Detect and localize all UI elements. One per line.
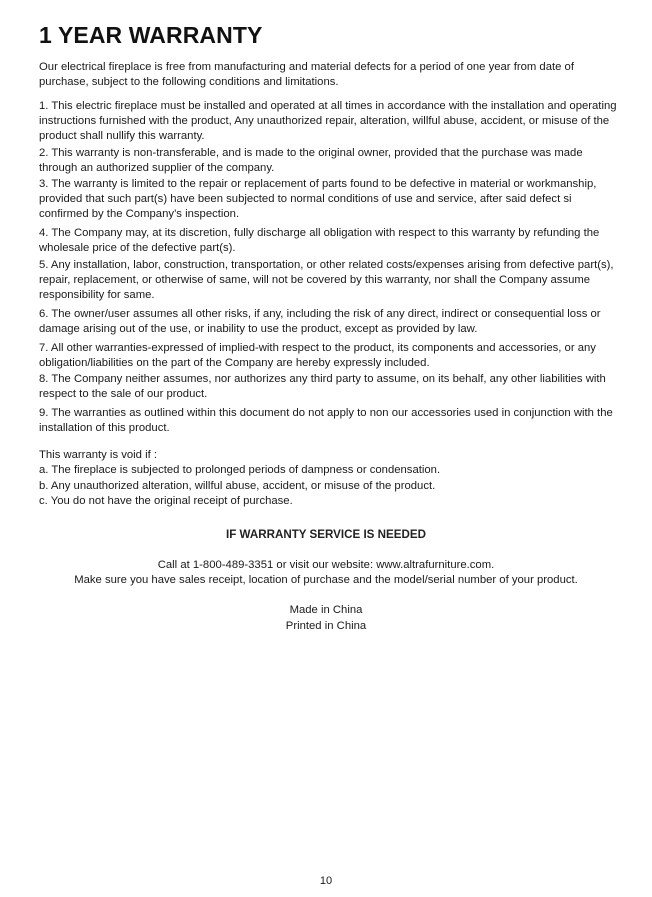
condition-item: 7. All other warranties-expressed of implied-with respect to the product, its components and accessories, or any obligation/liabilities on the part of the Company are hereby expressly included. (39, 341, 596, 369)
warranty-conditions-list (39, 99, 619, 438)
condition-item: 2. This warranty is non-transferable, and is made to the original owner, provided that the purchase was made through an authorized supplier of the company. (39, 146, 583, 174)
void-intro: This warranty is void if : (39, 449, 158, 461)
service-heading: IF WARRANTY SERVICE IS NEEDED (226, 528, 426, 541)
page-title: 1 YEAR WARRANTY (39, 22, 263, 48)
void-item: a. The fireplace is subjected to prolonged periods of dampness or condensation. (39, 464, 441, 477)
contact-receipt-line: Make sure you have sales receipt, location of purchase and the model/serial number of your product. (74, 574, 578, 586)
made-in: Made in China (289, 604, 363, 616)
condition-item: 3. The warranty is limited to the repair or replacement of parts found to be defective in material or workmanship, provided that such part(s) have been subjected to normal conditions of use and service, after said defect si confirmed by the Company’s inspection. (39, 178, 597, 221)
contact-call-line: Call at 1-800-489-3351 or visit our website: www.altrafurniture.com. (157, 559, 495, 571)
condition-item: 9. The warranties as outlined within this document do not apply to non our accessories used in conjunction with the installation of this product. (39, 407, 613, 435)
condition-item: 6. The owner/user assumes all other risks, if any, including the risk of any direct, indirect or consequential loss or damage arising out of the use, or inability to use the product, except as provided by law. (39, 307, 601, 335)
origin-info (0, 603, 652, 634)
condition-item: 4. The Company may, at its discretion, fully discharge all obligation with respect to this warranty by refunding the wholesale price of the defective part(s). (39, 227, 600, 255)
printed-in: Printed in China (285, 619, 367, 632)
condition-item: 5. Any installation, labor, construction, transportation, or other related costs/expenses arising from defective part(s), repair, replacement, or otherwise of same, will not be covered by this warranty, nor shall the Company assume responsibility for same. (39, 258, 614, 301)
void-item: c. You do not have the original receipt of purchase. (39, 494, 293, 507)
void-item: b. Any unauthorized alteration, willful abuse, accident, or misuse of the product. (39, 479, 436, 492)
void-conditions (39, 448, 619, 509)
warranty-intro: Our electrical fireplace is free from manufacturing and material defects for a period of one year from date of purchase, subject to the following conditions and limitations. (39, 61, 574, 88)
condition-item: 1. This electric fireplace must be installed and operated at all times in accordance with the installation and operating instructions furnished with the product, Any unauthorized repair, alteration, willful abuse, accident, or misuse of the product shall nullify this warranty. (39, 100, 617, 142)
page-number: 10 (319, 875, 333, 887)
condition-item: 8. The Company neither assumes, nor authorizes any third party to assume, on its behalf, any other liabilities with respect to the sale of our product. (39, 373, 606, 401)
contact-info (0, 558, 652, 588)
